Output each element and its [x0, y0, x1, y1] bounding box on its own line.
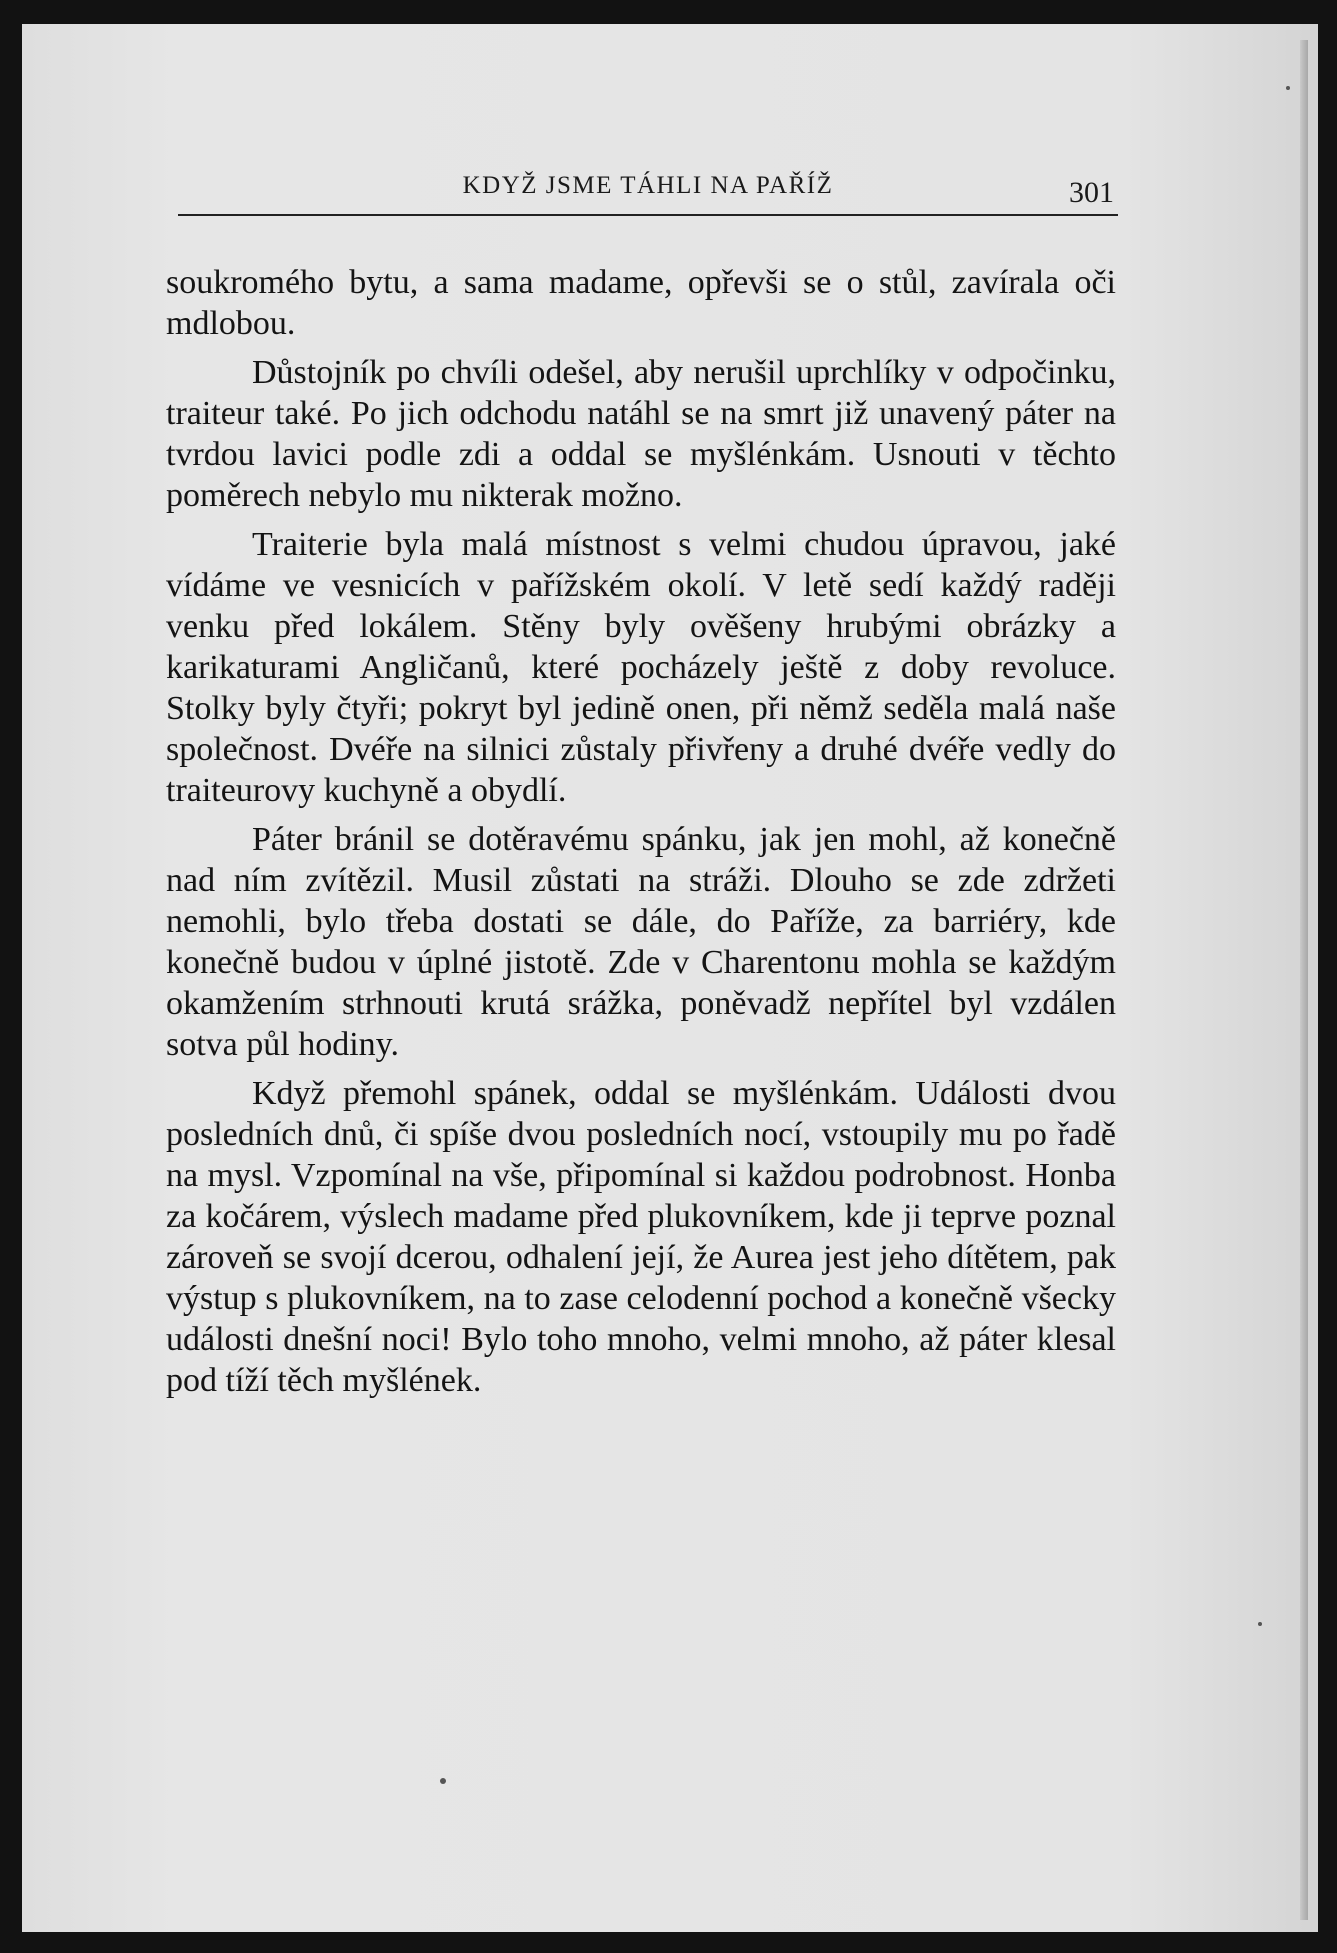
page-edge-shadow: [1300, 40, 1308, 1920]
paper-speck: [1258, 1622, 1262, 1626]
paragraph-continued: soukromého bytu, a sama madame, opřevši se o stůl, zavírala oči mdlobou.: [166, 264, 1116, 342]
paper-speck: [440, 1778, 446, 1784]
paragraph: Traiterie byla malá místnost s velmi chudou úpravou, jaké vídáme ve vesnicích v pařížském okolí. V letě sedí každý raději venku před lokálem. Stěny byly ověšeny hrubými obrázky a karikaturami Angličanů, které pocházely ještě z doby revoluce. Stolky byly čtyři; pokryt byl jedině onen, při němž seděla malá naše společnost. Dvéře na silnici zůstaly přivřeny a druhé dvéře vedly do traiteurovy kuchyně a obydlí.: [166, 526, 1116, 809]
page-number: 301: [1069, 176, 1114, 209]
running-head-title: KDYŽ JSME TÁHLI NA PAŘÍŽ: [462, 172, 834, 199]
paper-speck: [1286, 86, 1290, 90]
running-head: [178, 168, 1118, 216]
paragraph: Páter bránil se dotěravému spánku, jak jen mohl, až konečně nad ním zvítězil. Musil zůstati na stráži. Dlouho se zde zdržeti nemohli, bylo třeba dostati se dále, do Paříže, za barriéry, kde konečně budou v úplné jistotě. Zde v Charentonu mohla se každým okamžením strhnouti krutá srážka, poněvadž nepřítel byl vzdálen sotva půl hodiny.: [166, 821, 1116, 1063]
paragraph: Důstojník po chvíli odešel, aby nerušil uprchlíky v odpočinku, traiteur také. Po jich odchodu natáhl se na smrt již unavený páter na tvrdou lavici podle zdi a oddal se myšlénkám. Usnouti v těchto poměrech nebylo mu nikterak možno.: [166, 354, 1116, 514]
text-body: [166, 262, 1116, 1409]
paragraph: Když přemohl spánek, oddal se myšlénkám. Události dvou posledních dnů, či spíše dvou posledních nocí, vstoupily mu po řadě na mysl. Vzpomínal na vše, připomínal si každou podrobnost. Honba za kočárem, výslech madame před plukovníkem, kde ji teprve poznal zároveň se svojí dcerou, odhalení její, že Aurea jest jeho dítětem, pak výstup s plukovníkem, na to zase celodenní pochod a konečně všecky události dnešní noci! Bylo toho mnoho, velmi mnoho, až páter klesal pod tíží těch myšlének.: [166, 1075, 1116, 1399]
